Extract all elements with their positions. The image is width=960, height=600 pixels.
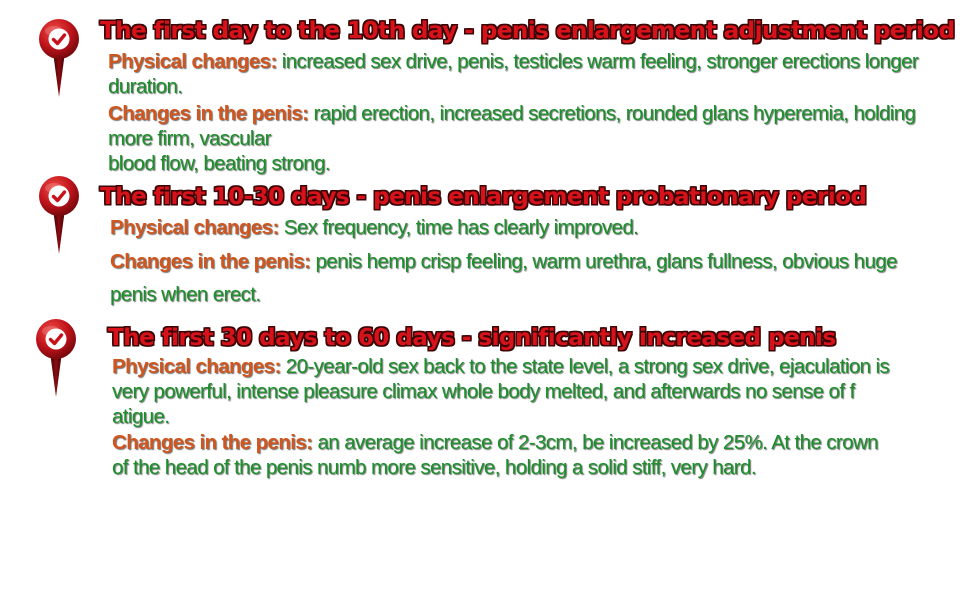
section-2-line-2 bbox=[110, 250, 897, 274]
line-text: of the head of the penis numb more sensitive, holding a solid stiff, very hard. bbox=[112, 456, 756, 479]
line-text: increased sex drive, penis, testicles warm feeling, stronger erections longer bbox=[276, 50, 919, 73]
section-3-line-5 bbox=[112, 456, 756, 480]
section-1-line-3 bbox=[108, 102, 915, 126]
line-text: 20-year-old sex back to the state level, a strong sex drive, ejaculation is bbox=[280, 355, 890, 378]
physical-changes-label: Physical changes: bbox=[110, 216, 279, 239]
section-2-heading: The first 10-30 days - penis enlargement probationary period bbox=[100, 184, 867, 210]
section-3-line-4 bbox=[112, 431, 878, 455]
changes-in-penis-label: Changes in the penis: bbox=[108, 102, 309, 125]
map-pin-check-icon bbox=[33, 318, 79, 398]
physical-changes-label: Physical changes: bbox=[112, 355, 281, 378]
section-3-heading: The first 30 days to 60 days - significantly increased penis bbox=[108, 325, 836, 351]
line-text: penis hemp crisp feeling, warm urethra, glans fullness, obvious huge bbox=[310, 250, 897, 273]
map-pin-check-icon bbox=[36, 18, 82, 98]
section-3-line-3 bbox=[112, 405, 169, 429]
changes-in-penis-label: Changes in the penis: bbox=[112, 431, 313, 454]
section-1-line-5 bbox=[108, 152, 330, 176]
line-text: rapid erection, increased secretions, rounded glans hyperemia, holding bbox=[308, 102, 916, 125]
line-text: penis when erect. bbox=[110, 283, 261, 306]
section-1-line-1 bbox=[108, 50, 918, 74]
map-pin-check-icon bbox=[36, 175, 82, 255]
line-text: atigue. bbox=[112, 405, 170, 428]
section-1-heading: The first day to the 10th day - penis enlargement adjustment period bbox=[100, 18, 955, 44]
section-2-line-3 bbox=[110, 283, 260, 307]
line-text: duration. bbox=[108, 75, 183, 98]
changes-in-penis-label: Changes in the penis: bbox=[110, 250, 311, 273]
line-text: an average increase of 2-3cm, be increased by 25%. At the crown bbox=[312, 431, 878, 454]
section-3-line-1 bbox=[112, 355, 889, 379]
line-text: more firm, vascular bbox=[108, 127, 271, 150]
line-text: blood flow, beating strong. bbox=[108, 152, 330, 175]
line-text: Sex frequency, time has clearly improved. bbox=[278, 216, 639, 239]
section-2-line-1 bbox=[110, 216, 638, 240]
section-1-line-4 bbox=[108, 127, 271, 151]
section-1-line-2 bbox=[108, 75, 182, 99]
physical-changes-label: Physical changes: bbox=[108, 50, 277, 73]
section-3-line-2 bbox=[112, 380, 855, 404]
line-text: very powerful, intense pleasure climax whole body melted, and afterwards no sense of f bbox=[112, 380, 855, 403]
